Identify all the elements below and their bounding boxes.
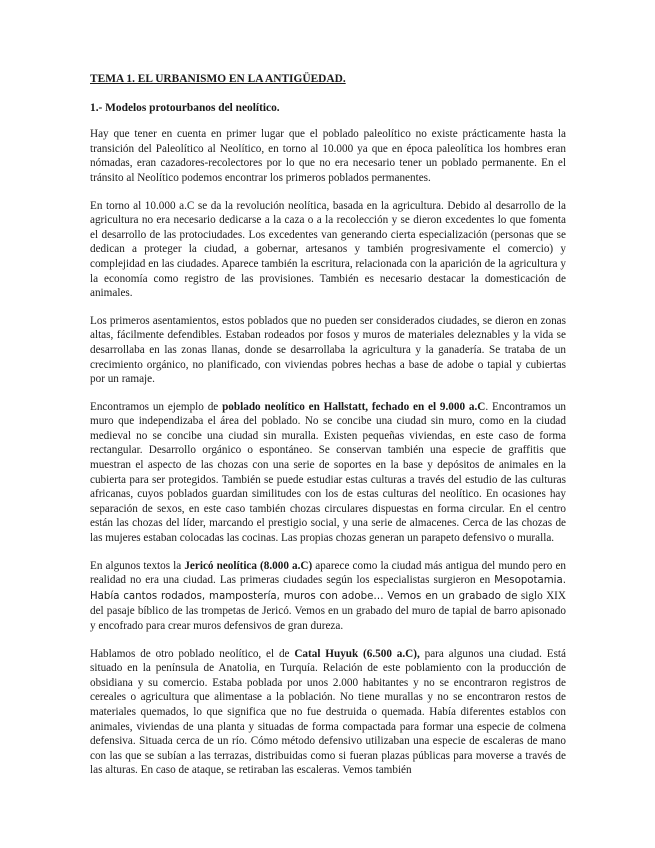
p4-intro: Encontramos un ejemplo de: [90, 400, 223, 413]
paragraph-4: [90, 400, 566, 546]
p4-highlight: poblado neolítico en Hallstatt, fechado en el 9.000 a.C: [222, 400, 486, 413]
paragraph-3: Los primeros asentamientos, estos poblados que no pueden ser considerados ciudades, se dieron en zonas altas, fácilmente defendibles. Estaban rodeados por fosos y muros de materiales deleznables y la vida se desarrollaba en las zonas llanas, donde se desarrollaba la agricultura y la ganadería. Se trataba de un crecimiento orgánico, no planificado, con viviendas pobres hechas a base de adobe o tapial y cubiertas por un ramaje.: [90, 314, 566, 386]
paragraph-2: En torno al 10.000 a.C se da la revolución neolítica, basada en la agricultura. Debido al desarrollo de la agricultura no era necesario dedicarse a la caza o a la recolección y se dieron excedentes lo que fomenta el desarrollo de las protociudades. Los excedentes van generando cierta especialización (personas que se dedican a proteger la ciudad, a gobernar, artesanos y también progresivamente el comercio) y complejidad en las ciudades. Aparece también la escritura, relacionada con la aparición de la agricultura y la economía como registro de las provisiones. También es necesario destacar la domesticación de animales.: [90, 199, 566, 300]
p5-highlight: Jericó neolítica (8.000 a.C): [184, 559, 313, 572]
p6-rest: para algunos una ciudad. Está situado en la península de Anatolia, en Turquía. Relación de este poblamiento con la producción de obsidiana y su comercio. Estaba poblada por unos 2.000 habitantes y no se encontraron registros de cereales o agricultura que alimentase a la población. No tiene murallas y no se encontraron restos de materiales quemados, lo que significa que no fue destruida o quemada. Había diferentes establos con animales, viviendas de una planta y situadas de forma compactada para formar una especie de colmena defensiva. Situada cerca de un río. Cómo método defensivo utilizaban una especie de escaleras de mano con las que se subían a las terrazas, distribuidas como si fueran plazas públicas para moverse a través de las alturas. En caso de ataque, se retiraban las escaleras. Vemos también: [90, 647, 566, 777]
p6-intro: Hablamos de otro poblado neolítico, el de: [90, 647, 295, 660]
p6-highlight: Catal Huyuk (6.500 a.C),: [294, 647, 420, 660]
document-page: [90, 72, 566, 791]
paragraph-5: [90, 559, 566, 634]
document-title: TEMA 1. EL URBANISMO EN LA ANTIGÜEDAD.: [90, 73, 346, 85]
p4-rest: . Encontramos un muro que independizaba el área del poblado. No se concibe una ciudad sin muro, como en la ciudad medieval no se concibe una ciudad sin muralla. Existen pequeñas viviendas, en este caso de forma rectangular. Desarrollo orgánico o espontáneo. Se conservan también una especie de graffitis que muestran el aspecto de las chozas con una serie de soportes en la base y depósitos de animales en la cubierta para ser protegidos. También se puede estudiar estas culturas a través del estudio de las culturas africanas, cuyos poblados guardan similitudes con los de estas culturas del neolítico. En ocasiones hay separación de sexos, en este caso también chozas circulares dispuestas en forma circular. En el centro están las chozas del líder, marcando el prestigio social, y una serie de almacenes. Cerca de las chozas de las mujeres estaban colocadas las cocinas. Las propias chozas generan un parapeto defensivo o muralla.: [90, 400, 567, 545]
section-heading: 1.- Modelos protourbanos del neolítico.: [90, 101, 280, 114]
p5-end: siglo XIX del pasaje bíblico de las trompetas de Jericó. Vemos en un grabado del muro de tapial de barro apisonado y encofrado para crear muros defensivos de gran dureza.: [90, 589, 566, 632]
p5-intro: En algunos textos la: [90, 559, 185, 572]
paragraph-1: Hay que tener en cuenta en primer lugar que el poblado paleolítico no existe prácticamente hasta la transición del Paleolítico al Neolítico, en torno al 10.000 ya que en época paleolítica los hombres eran nómadas, eran cazadores-recolectores por lo que no era necesario tener un poblado permanente. En el tránsito al Neolítico podemos encontrar los primeros poblados permanentes.: [90, 128, 566, 184]
paragraph-6: [90, 647, 566, 778]
p5-mid: aparece como la ciudad más antigua del mundo pero en realidad no era una ciudad. Las primeras ciudades según los especialistas surgieron en: [90, 559, 566, 587]
p5-alt-font-text: Mesopotamia. Había cantos rodados, mampostería, muros con adobe… Vemos en un grabado de: [90, 575, 566, 602]
